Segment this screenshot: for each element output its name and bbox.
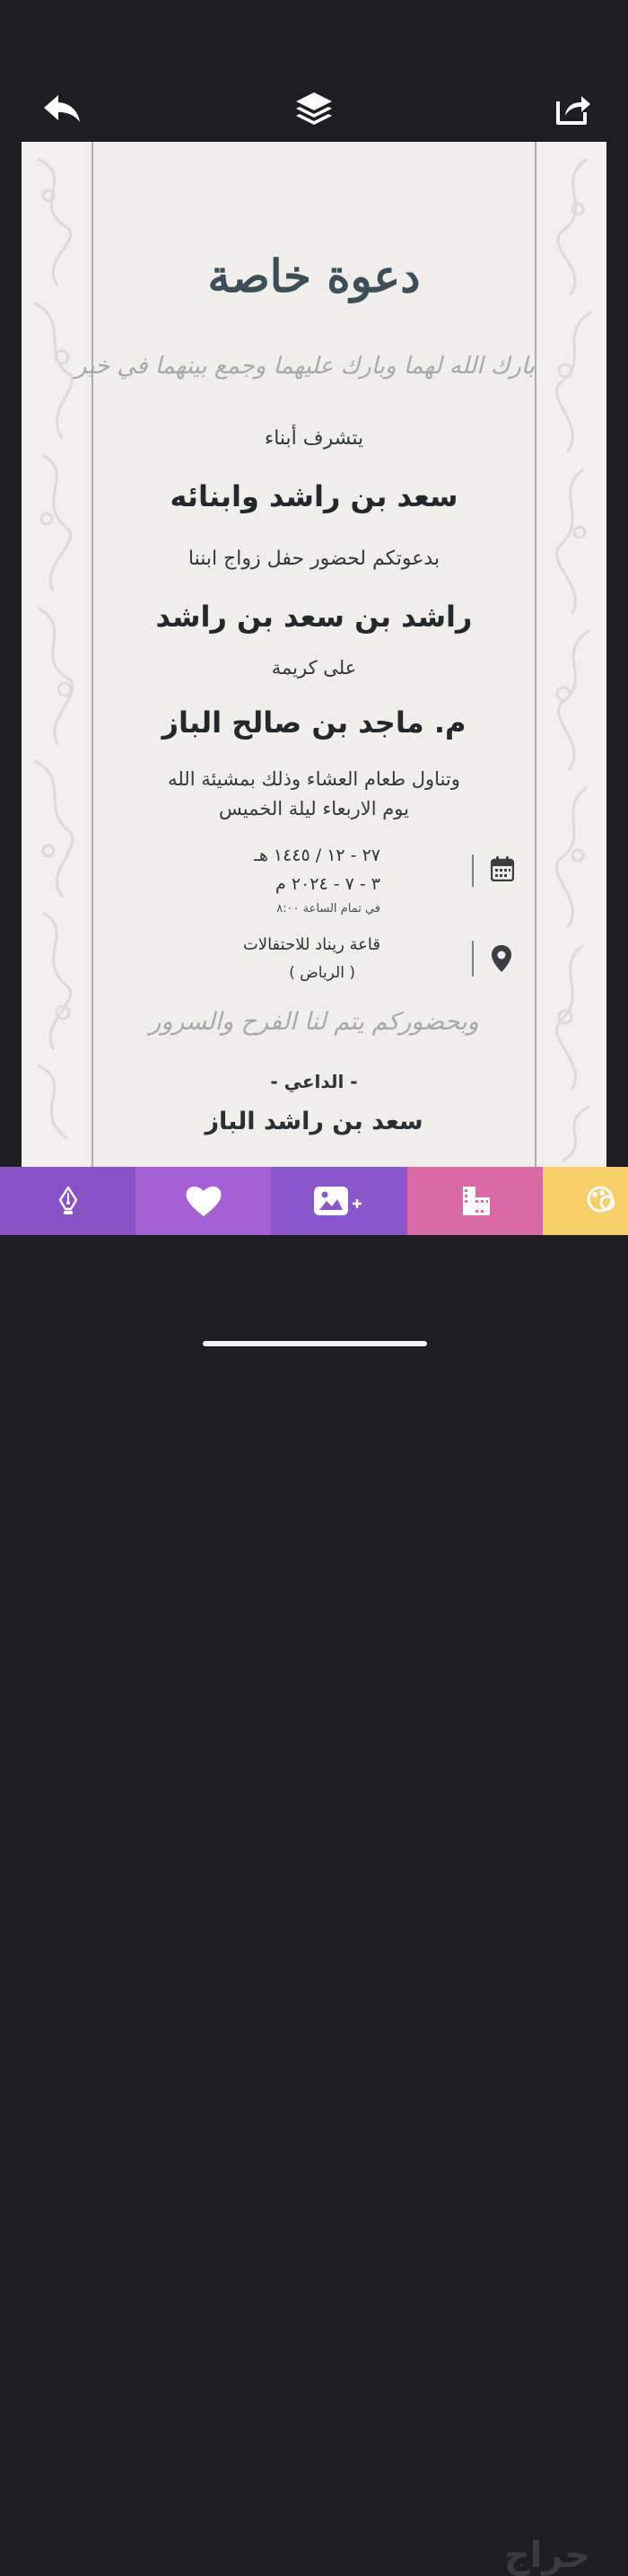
site-watermark: حراج [503, 2535, 590, 2576]
undo-arrow-icon [42, 93, 82, 124]
calendar-icon [491, 856, 514, 881]
add-image-icon [312, 1185, 366, 1217]
calligraphy-border-right [536, 142, 606, 1167]
bride-father-name: م. ماجد بن صالح الباز [161, 705, 467, 740]
stickers-button[interactable] [135, 1167, 271, 1235]
back-button[interactable] [39, 86, 84, 131]
home-indicator[interactable] [203, 1341, 427, 1346]
meal-line: وتناول طعام العشاء وذلك بمشيئة الله [168, 768, 460, 790]
invite-line: بدعوتكم لحضور حفل زواج ابننا [188, 548, 440, 570]
editor-toolbar [0, 1167, 628, 1235]
layers-icon [294, 91, 334, 127]
heart-icon [184, 1184, 223, 1218]
day-line: يوم الاربعاء ليلة الخميس [219, 798, 409, 819]
host-name: سعد بن راشد الباز [205, 1108, 423, 1135]
film-icon [459, 1185, 492, 1217]
date-hijri: ٢٧ - ١٢ / ١٤٤٥ هـ [254, 846, 380, 865]
on-behalf-text: على كريمة [271, 657, 357, 679]
closing-text: وبحضوركم يتم لنا الفرح والسرور [149, 1008, 479, 1036]
date-gregorian: ٣ - ٧ - ٢٠٢٤ م [275, 874, 380, 894]
palette-icon [586, 1185, 618, 1217]
invitation-panel [74, 142, 535, 1167]
pen-nib-icon [58, 1186, 78, 1216]
pen-tool-button[interactable] [0, 1167, 135, 1235]
calligraphy-border-left [22, 142, 92, 1167]
calligraphy-pattern-left [22, 142, 92, 1167]
intro-text: يتشرف أبناء [264, 427, 364, 450]
groom-name: راشد بن سعد بن راشد [155, 600, 473, 634]
layers-button[interactable] [292, 86, 336, 131]
frames-button[interactable] [407, 1167, 543, 1235]
calligraphy-pattern-right [536, 142, 606, 1167]
share-icon [554, 91, 592, 127]
venue-divider [472, 941, 474, 977]
location-pin-icon [491, 944, 512, 973]
event-time: في تمام الساعة ٨:٠٠ [276, 902, 380, 916]
add-image-button[interactable] [271, 1167, 407, 1235]
date-divider [472, 854, 474, 887]
invitation-card[interactable] [22, 142, 606, 1167]
venue-name: قاعة ريناد للاحتفالات [242, 935, 380, 954]
filters-button[interactable] [543, 1167, 628, 1235]
host-family-name: سعد بن راشد وابنائه [170, 479, 458, 513]
host-label: - الداعي - [270, 1071, 358, 1092]
invitation-title: دعوة خاصة [207, 250, 421, 302]
top-bar [0, 0, 628, 142]
blessing-text: بارك الله لهما وبارك عليهما وجمع بينهما في خير [74, 353, 535, 380]
venue-city: ( الرياض ) [289, 964, 355, 982]
share-button[interactable] [551, 86, 596, 131]
